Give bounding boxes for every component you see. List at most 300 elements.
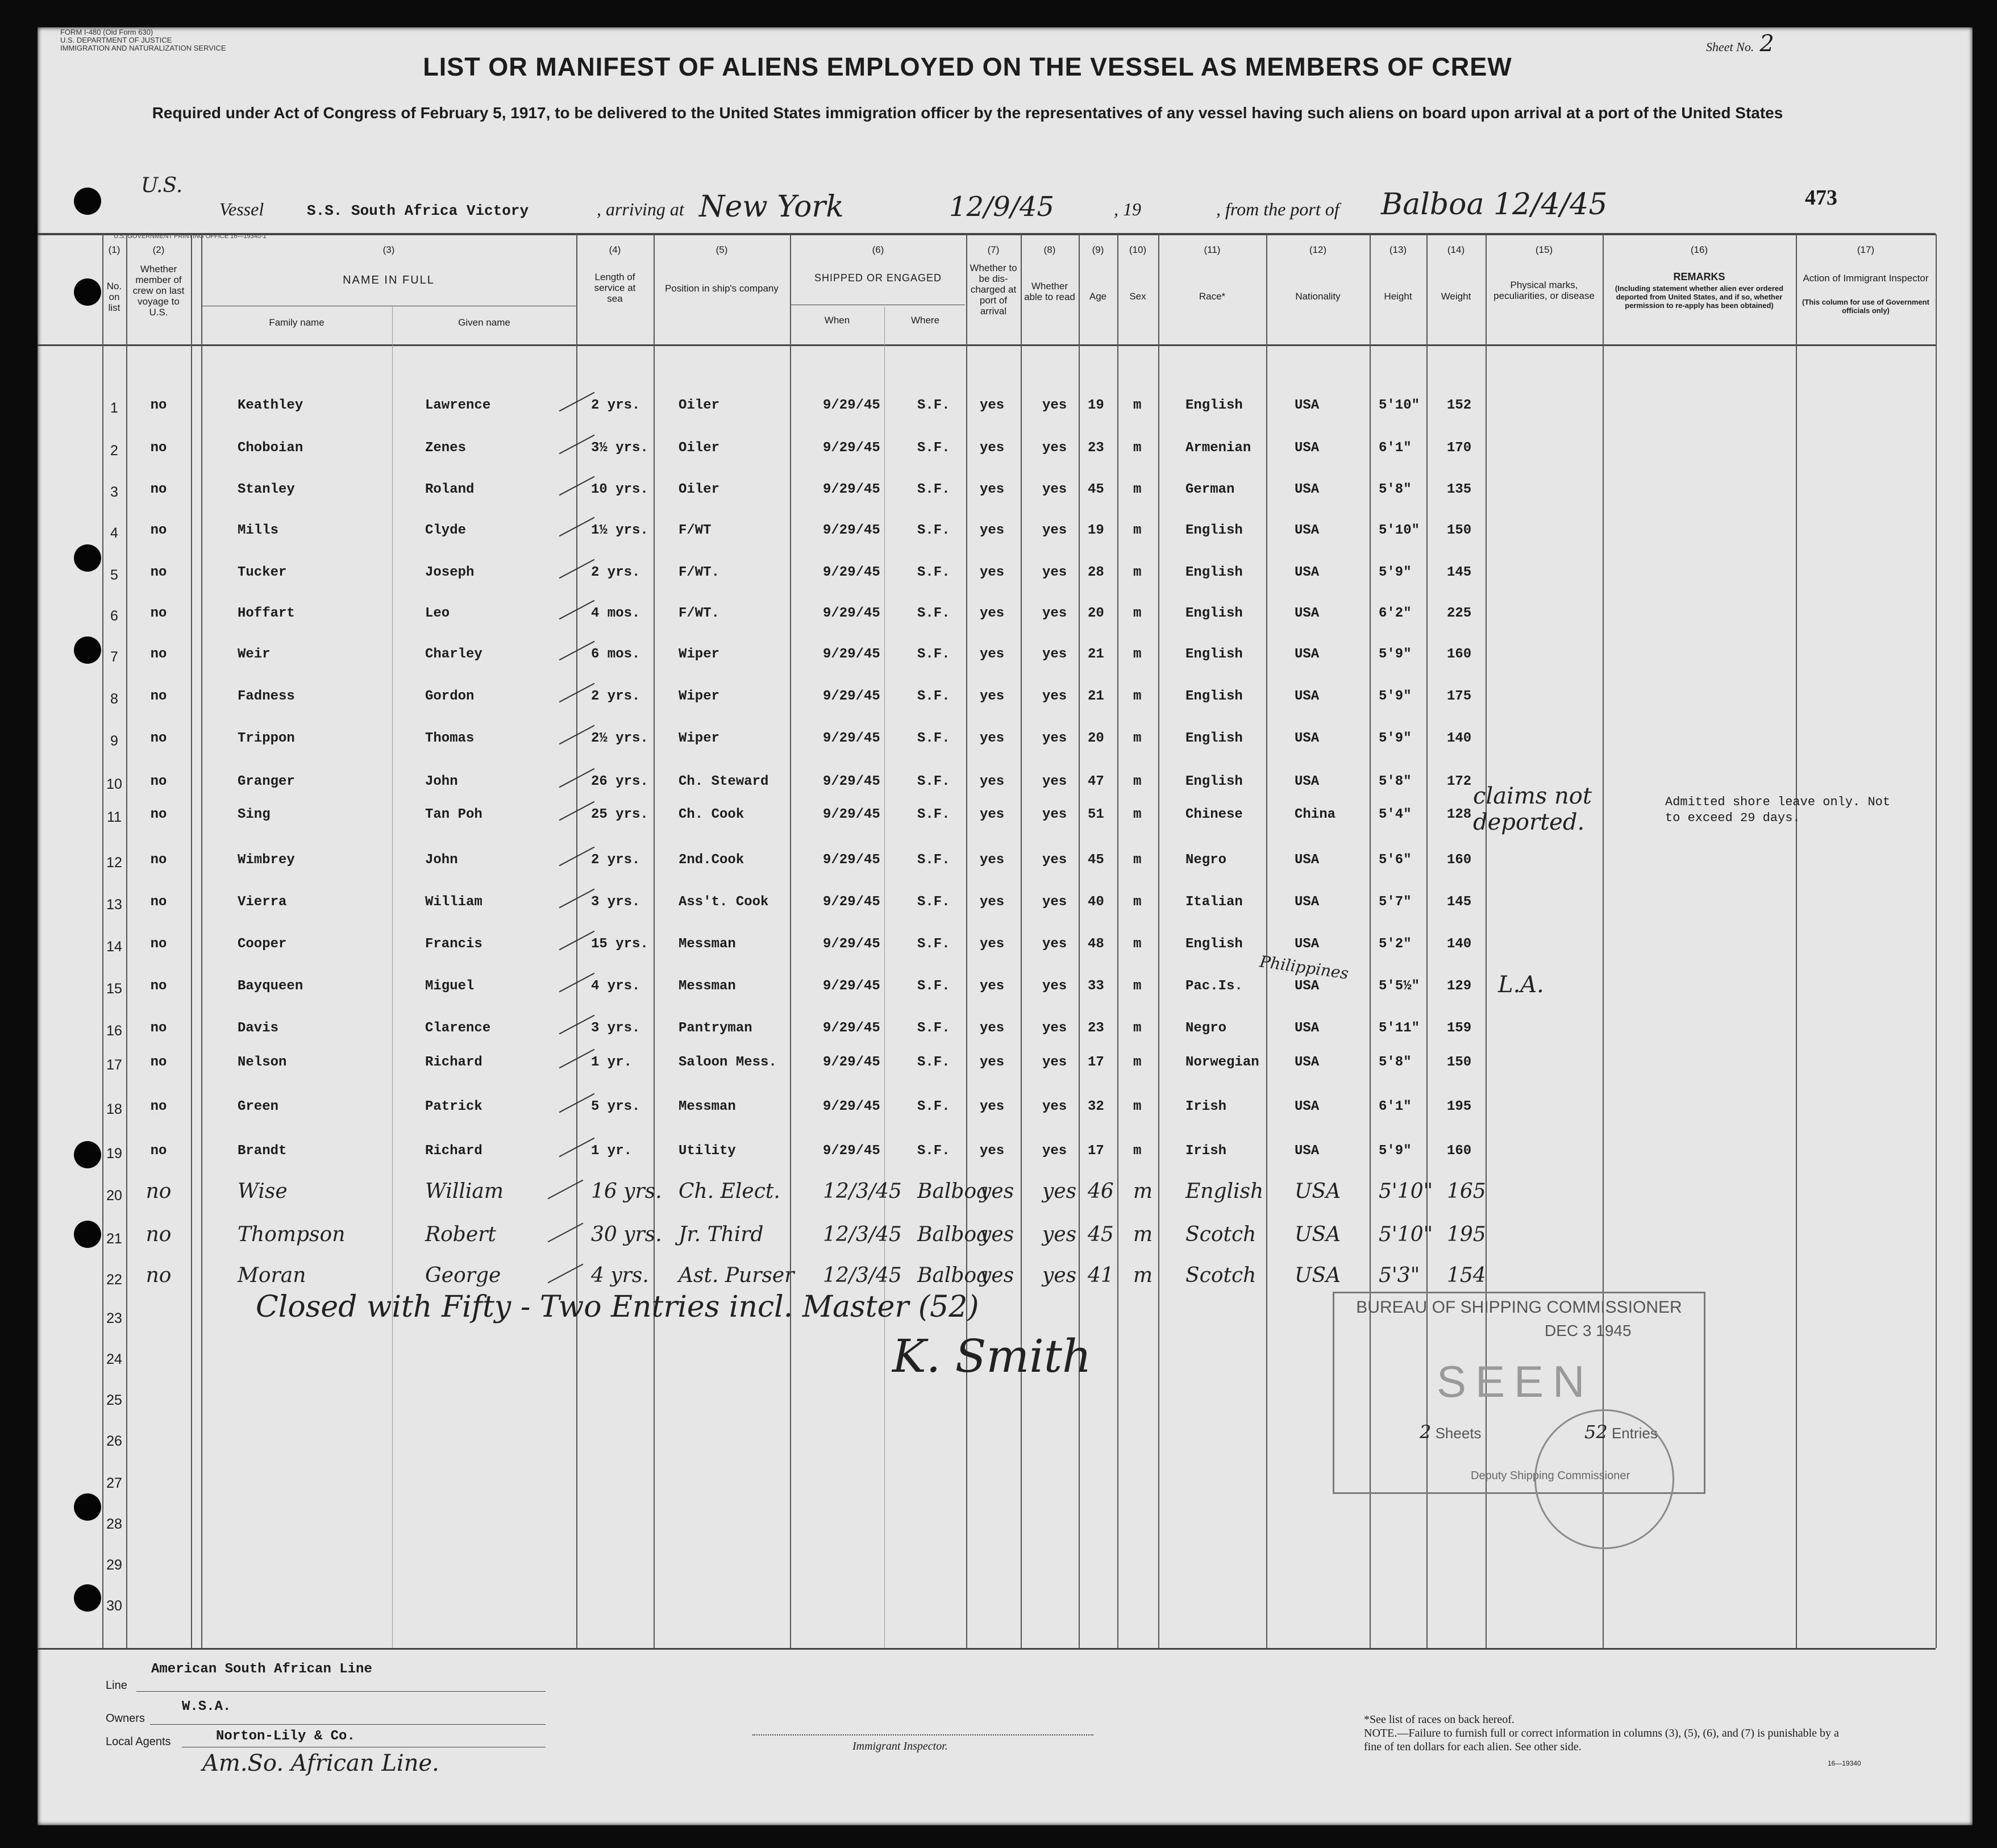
footer-line-label: Line — [106, 1679, 127, 1692]
cell-age: 51 — [1088, 807, 1104, 822]
cell-able-to-read: yes — [1042, 852, 1067, 868]
column-number: (10) — [1129, 244, 1147, 255]
cell-able-to-read: yes — [1042, 398, 1067, 413]
cell-to-be-discharged: yes — [980, 979, 1005, 994]
cell-sex: m — [1133, 606, 1142, 621]
header-age: Age — [1089, 291, 1107, 302]
cell-able-to-read: yes — [1042, 1180, 1077, 1203]
cell-family-name: Trippon — [238, 731, 295, 746]
cell-race: German — [1185, 482, 1235, 497]
cell-given-name: Charley — [425, 647, 482, 662]
grid-col-line — [191, 234, 192, 1648]
cell-position: Ch. Elect. — [679, 1180, 780, 1203]
column-number: (17) — [1857, 244, 1875, 255]
cell-age: 20 — [1088, 606, 1104, 621]
cell-age: 21 — [1088, 689, 1104, 704]
cell-length-of-service: 4 mos. — [591, 606, 640, 621]
cell-nationality: USA — [1295, 689, 1320, 704]
punch-hole — [74, 1584, 101, 1612]
grid-col-line — [1796, 234, 1797, 1648]
column-number: (7) — [987, 244, 1000, 255]
cell-age: 33 — [1088, 979, 1104, 994]
cell-to-be-discharged: yes — [980, 398, 1005, 413]
cell-shipped-where: Balboa — [917, 1264, 989, 1287]
races-note: *See list of races on back hereof. — [1364, 1713, 1515, 1726]
stamp-date: DEC 3 1945 — [1545, 1322, 1632, 1339]
grid-col-line — [1936, 234, 1937, 1648]
cell-length-of-service: 4 yrs. — [591, 1264, 649, 1287]
cell-shipped-when: 12/3/45 — [823, 1264, 902, 1287]
grid-col-line — [1266, 234, 1267, 1648]
cell-shipped-where: S.F. — [917, 565, 950, 580]
cell-sex: m — [1133, 807, 1142, 822]
stamp-sheets-label: Sheets — [1435, 1425, 1482, 1442]
signature: K. Smith — [892, 1330, 1092, 1383]
cell-given-name: George — [425, 1264, 501, 1287]
cell-weight: 140 — [1447, 731, 1472, 746]
row-number: 4 — [110, 525, 118, 541]
printer-line: U.S. GOVERNMENT PRINTING OFFICE 16—19340-1 — [114, 233, 267, 240]
cell-weight: 172 — [1447, 774, 1472, 789]
cell-given-name: Patrick — [425, 1099, 482, 1114]
cell-family-name: Brandt — [238, 1143, 287, 1159]
cell-sex: m — [1133, 1180, 1153, 1203]
year-label: , 19 — [1114, 199, 1141, 219]
cell-position: Ch. Cook — [679, 807, 744, 822]
cell-length-of-service: 2 yrs. — [591, 565, 640, 580]
cell-given-name: Clyde — [425, 523, 467, 538]
cell-shipped-when: 9/29/45 — [823, 894, 880, 910]
cell-member-last-voyage: no — [150, 774, 167, 789]
cell-position: Ass't. Cook — [679, 894, 769, 910]
header-physical-marks: Physical marks, peculiarities, or disease — [1493, 280, 1595, 301]
cell-nationality: USA — [1295, 482, 1320, 497]
column-number: (13) — [1389, 244, 1407, 255]
page-title: LIST OR MANIFEST OF ALIENS EMPLOYED ON THE VESSEL AS MEMBERS OF CREW — [423, 52, 1512, 81]
cell-race: English — [1185, 606, 1243, 621]
cell-nationality: USA — [1295, 774, 1320, 789]
cell-position: F/WT. — [679, 565, 720, 580]
grid-col-line — [1079, 234, 1080, 1648]
cell-age: 23 — [1088, 440, 1104, 456]
cell-to-be-discharged: yes — [980, 482, 1005, 497]
form-id-line: FORM I-480 (Old Form 630) — [60, 28, 153, 36]
cell-nationality: USA — [1295, 523, 1320, 538]
cell-sex: m — [1133, 689, 1142, 704]
header-height: Height — [1384, 291, 1412, 302]
cell-family-name: Stanley — [238, 482, 295, 497]
cell-age: 17 — [1088, 1055, 1104, 1070]
header-discharged: Whether to be dis-charged at port of arrival — [970, 263, 1017, 317]
footer-rule — [136, 1691, 546, 1692]
cell-sex: m — [1133, 440, 1142, 456]
cell-race: Irish — [1185, 1143, 1227, 1159]
cell-able-to-read: yes — [1042, 774, 1067, 789]
cell-member-last-voyage: no — [150, 894, 167, 910]
cell-given-name: Richard — [425, 1143, 482, 1159]
cell-position: Oiler — [679, 398, 720, 413]
column-number: (1) — [108, 244, 120, 255]
cell-sex: m — [1133, 731, 1142, 746]
cell-length-of-service: 30 yrs. — [591, 1223, 662, 1246]
cell-shipped-when: 12/3/45 — [823, 1223, 902, 1246]
cell-weight: 152 — [1447, 398, 1472, 413]
cell-sex: m — [1133, 937, 1142, 952]
row-number: 28 — [106, 1516, 122, 1532]
cell-able-to-read: yes — [1042, 731, 1067, 746]
column-number: (12) — [1309, 244, 1327, 255]
from-port: Balboa 12/4/45 — [1381, 188, 1608, 222]
cell-length-of-service: 3½ yrs. — [591, 440, 648, 456]
cell-length-of-service: 25 yrs. — [591, 807, 648, 822]
cell-family-name: Bayqueen — [238, 979, 303, 994]
row-number: 17 — [106, 1057, 122, 1073]
cell-position: F/WT — [679, 523, 712, 538]
column-number: (8) — [1043, 244, 1056, 255]
cell-able-to-read: yes — [1042, 565, 1067, 580]
cell-nationality: USA — [1295, 979, 1320, 994]
cell-to-be-discharged: yes — [980, 894, 1005, 910]
cell-position: Ast. Purser — [679, 1264, 794, 1287]
cell-given-name: Clarence — [425, 1021, 491, 1036]
row-number: 7 — [110, 649, 118, 665]
cell-weight: 165 — [1447, 1180, 1486, 1203]
header-given-name: Given name — [458, 317, 510, 328]
cell-length-of-service: 2 yrs. — [591, 398, 640, 413]
cell-position: Pantryman — [679, 1021, 752, 1036]
cell-to-be-discharged: yes — [980, 1021, 1005, 1036]
cell-family-name: Moran — [238, 1264, 306, 1287]
cell-shipped-where: S.F. — [917, 1055, 950, 1070]
cell-sex: m — [1133, 852, 1142, 868]
row-number: 30 — [106, 1598, 122, 1614]
cell-given-name: Zenes — [425, 440, 467, 456]
cell-position: Messman — [679, 937, 736, 952]
cell-shipped-when: 9/29/45 — [823, 979, 880, 994]
cell-age: 23 — [1088, 1021, 1104, 1036]
cell-position: Saloon Mess. — [679, 1055, 777, 1070]
cell-weight: 225 — [1447, 606, 1472, 621]
cell-weight: 154 — [1447, 1264, 1486, 1287]
row-number: 23 — [106, 1310, 122, 1326]
cell-family-name: Fadness — [238, 689, 295, 704]
cell-length-of-service: 1½ yrs. — [591, 523, 648, 538]
header-race: Race* — [1199, 291, 1226, 302]
cell-to-be-discharged: yes — [980, 647, 1005, 662]
cell-nationality: USA — [1295, 1021, 1320, 1036]
cell-length-of-service: 1 yr. — [591, 1055, 633, 1070]
cell-position: 2nd.Cook — [679, 852, 744, 868]
header-remarks-sub: (Including statement whether alien ever ordered deported from United States, and if so, whether permission to re-apply has been obtained) — [1615, 284, 1784, 310]
cell-height: 5'9" — [1379, 689, 1412, 704]
cell-sex: m — [1133, 523, 1142, 538]
cell-sex: m — [1133, 1143, 1142, 1159]
header-able-read: Whether able to read — [1024, 281, 1075, 302]
cell-sex: m — [1133, 1021, 1142, 1036]
cell-given-name: Francis — [425, 937, 482, 952]
cell-sex: m — [1133, 482, 1142, 497]
cell-member-last-voyage: no — [150, 440, 167, 456]
cell-age: 19 — [1088, 523, 1104, 538]
closing-statement: Closed with Fifty - Two Entries incl. Master (52) — [256, 1290, 979, 1324]
grid-top-line — [38, 233, 1936, 235]
cell-shipped-when: 9/29/45 — [823, 1055, 880, 1070]
cell-given-name: Thomas — [425, 731, 475, 746]
row-number: 9 — [110, 733, 118, 749]
cell-length-of-service: 5 yrs. — [591, 1099, 640, 1114]
cell-race: English — [1185, 398, 1243, 413]
cell-member-last-voyage: no — [150, 398, 167, 413]
cell-shipped-where: S.F. — [917, 440, 950, 456]
column-number: (4) — [609, 244, 621, 255]
cell-height: 5'9" — [1379, 565, 1412, 580]
cell-length-of-service: 15 yrs. — [591, 937, 648, 952]
cell-length-of-service: 3 yrs. — [591, 894, 640, 910]
cell-height: 5'9" — [1379, 1143, 1412, 1159]
cell-position: Messman — [679, 1099, 736, 1114]
cell-nationality: USA — [1295, 937, 1320, 952]
form-id-line: U.S. DEPARTMENT OF JUSTICE — [60, 36, 172, 44]
header-member-last-voyage: Whether member of crew on last voyage to U.S. — [132, 264, 185, 318]
cell-weight: 135 — [1447, 482, 1472, 497]
remark-la: L.A. — [1498, 972, 1544, 998]
cell-age: 20 — [1088, 731, 1104, 746]
cell-age: 45 — [1088, 1223, 1114, 1246]
cell-nationality: USA — [1295, 606, 1320, 621]
header-weight: Weight — [1441, 291, 1471, 302]
cell-able-to-read: yes — [1042, 1143, 1067, 1159]
cell-member-last-voyage: no — [150, 807, 167, 822]
column-number: (15) — [1535, 244, 1553, 255]
cell-height: 5'11" — [1379, 1021, 1420, 1036]
form-id-line: IMMIGRATION AND NATURALIZATION SERVICE — [60, 44, 226, 52]
cell-weight: 129 — [1447, 979, 1472, 994]
cell-member-last-voyage: no — [150, 979, 167, 994]
cell-length-of-service: 1 yr. — [591, 1143, 633, 1159]
column-number: (9) — [1092, 244, 1104, 255]
cell-member-last-voyage: no — [150, 606, 167, 621]
cell-shipped-when: 9/29/45 — [823, 647, 880, 662]
cell-race: Irish — [1185, 1099, 1227, 1114]
cell-able-to-read: yes — [1042, 523, 1067, 538]
footer-owners-label: Owners — [106, 1712, 145, 1725]
cell-nationality: USA — [1295, 440, 1320, 456]
cell-length-of-service: 26 yrs. — [591, 774, 648, 789]
nationality-correction-philippines: Philippines — [1258, 952, 1350, 983]
cell-able-to-read: yes — [1042, 440, 1067, 456]
cell-race: Italian — [1185, 894, 1243, 910]
cell-weight: 159 — [1447, 1021, 1472, 1036]
cell-shipped-where: Balboa — [917, 1180, 989, 1203]
grid-col-line — [1158, 234, 1159, 1648]
sheet-number-value: 2 — [1759, 31, 1774, 57]
cell-height: 5'4" — [1379, 807, 1412, 822]
cell-height: 5'9" — [1379, 647, 1412, 662]
header-action: Action of Immigrant Inspector — [1803, 273, 1929, 284]
header-sex: Sex — [1129, 291, 1146, 302]
cell-race: English — [1185, 1180, 1264, 1203]
cell-family-name: Granger — [238, 774, 295, 789]
row-number: 27 — [106, 1475, 122, 1491]
cell-able-to-read: yes — [1042, 647, 1067, 662]
cell-position: Oiler — [679, 440, 720, 456]
arrival-date: 12/9/45 — [949, 191, 1055, 223]
sheet-number-label: Sheet No. — [1706, 40, 1754, 54]
cell-height: 5'8" — [1379, 482, 1412, 497]
cell-family-name: Wise — [238, 1180, 288, 1203]
cell-weight: 128 — [1447, 807, 1472, 822]
cell-race: English — [1185, 689, 1243, 704]
column-number: (2) — [152, 244, 165, 255]
cell-position: F/WT. — [679, 606, 720, 621]
cell-race: English — [1185, 774, 1243, 789]
cell-shipped-when: 9/29/45 — [823, 398, 880, 413]
cell-race: Chinese — [1185, 807, 1243, 822]
cell-height: 5'2" — [1379, 937, 1412, 952]
punch-hole — [74, 544, 101, 572]
cell-nationality: USA — [1295, 894, 1320, 910]
cell-to-be-discharged: yes — [980, 774, 1005, 789]
punch-hole — [74, 1221, 101, 1248]
cell-race: English — [1185, 731, 1243, 746]
cell-age: 41 — [1088, 1264, 1114, 1287]
list-number: 473 — [1805, 186, 1837, 210]
cell-length-of-service: 2½ yrs. — [591, 731, 648, 746]
header-remarks: REMARKS — [1673, 271, 1725, 282]
from-port-label: , from the port of — [1216, 199, 1339, 219]
cell-age: 17 — [1088, 1143, 1104, 1159]
row-number: 1 — [110, 400, 118, 416]
header-position: Position in ship's company — [665, 283, 779, 294]
cell-sex: m — [1133, 398, 1142, 413]
cell-height: 5'8" — [1379, 1055, 1412, 1070]
cell-height: 5'6" — [1379, 852, 1412, 868]
cell-nationality: USA — [1295, 731, 1320, 746]
cell-able-to-read: yes — [1042, 1223, 1077, 1246]
page-subtitle: Required under Act of Congress of February 5, 1917, to be delivered to the United States immigration officer by the representatives of any vessel having such aliens on board upon arrival at a port of the United States — [152, 104, 1783, 122]
cell-to-be-discharged: yes — [980, 689, 1005, 704]
stamp-title: BUREAU OF SHIPPING COMMISSIONER — [1356, 1298, 1682, 1317]
cell-weight: 160 — [1447, 647, 1472, 662]
cell-height: 5'5½" — [1379, 979, 1420, 994]
cell-race: English — [1185, 523, 1243, 538]
cell-shipped-when: 9/29/45 — [823, 523, 880, 538]
cell-weight: 195 — [1447, 1099, 1472, 1114]
cell-shipped-where: S.F. — [917, 731, 950, 746]
cell-shipped-where: S.F. — [917, 894, 950, 910]
cell-age: 48 — [1088, 937, 1104, 952]
cell-member-last-voyage: no — [150, 523, 167, 538]
cell-given-name: John — [425, 774, 458, 789]
header-name-in-full: NAME IN FULL — [343, 274, 435, 286]
cell-weight: 160 — [1447, 852, 1472, 868]
cell-nationality: USA — [1295, 852, 1320, 868]
cell-height: 5'9" — [1379, 731, 1412, 746]
cell-to-be-discharged: yes — [980, 731, 1005, 746]
row-number: 3 — [110, 484, 118, 500]
column-number: (3) — [382, 244, 395, 255]
cell-height: 6'1" — [1379, 440, 1412, 456]
cell-family-name: Cooper — [238, 937, 287, 952]
cell-able-to-read: yes — [1042, 1021, 1067, 1036]
cell-race: English — [1185, 647, 1243, 662]
vessel-name: S.S. South Africa Victory — [307, 202, 529, 219]
remark-admitted-shore-leave: Admitted shore leave only. Not to exceed 29 days. — [1665, 795, 1891, 825]
cell-shipped-when: 9/29/45 — [823, 807, 880, 822]
row-number: 15 — [106, 981, 122, 997]
stamp-seen: SEEN — [1437, 1356, 1594, 1406]
cell-age: 32 — [1088, 1099, 1104, 1114]
cell-nationality: USA — [1295, 1055, 1320, 1070]
row-number: 12 — [106, 855, 122, 871]
row-number: 2 — [110, 443, 118, 459]
arriving-label: , arriving at — [597, 199, 684, 219]
cell-height: 6'2" — [1379, 606, 1412, 621]
form-code: 16—19340 — [1828, 1759, 1861, 1767]
cell-race: Scotch — [1185, 1264, 1257, 1287]
cell-sex: m — [1133, 774, 1142, 789]
cell-to-be-discharged: yes — [980, 1223, 1014, 1246]
cell-age: 28 — [1088, 565, 1104, 580]
grid-col-line — [201, 234, 202, 1648]
cell-sex: m — [1133, 647, 1142, 662]
cell-family-name: Green — [238, 1099, 279, 1114]
cell-shipped-when: 9/29/45 — [823, 852, 880, 868]
header-when: When — [824, 315, 850, 326]
cell-member-last-voyage: no — [145, 1264, 172, 1287]
cell-race: Pac.Is. — [1185, 979, 1243, 994]
cell-race: Armenian — [1185, 440, 1251, 456]
row-number: 8 — [110, 691, 118, 707]
cell-given-name: Leo — [425, 606, 450, 621]
cell-able-to-read: yes — [1042, 807, 1067, 822]
cell-given-name: Miguel — [425, 979, 475, 994]
grid-col-line — [1021, 234, 1022, 1648]
stamp-deputy-title: Deputy Shipping Commissioner — [1471, 1470, 1630, 1482]
cell-weight: 145 — [1447, 565, 1472, 580]
cell-to-be-discharged: yes — [980, 1143, 1005, 1159]
cell-length-of-service: 2 yrs. — [591, 852, 640, 868]
cell-given-name: Lawrence — [425, 398, 491, 413]
cell-shipped-where: Balboa — [917, 1223, 989, 1246]
header-no-on-list: No. on list — [106, 281, 122, 313]
cell-shipped-where: S.F. — [917, 852, 950, 868]
cell-given-name: Gordon — [425, 689, 475, 704]
cell-sex: m — [1133, 565, 1142, 580]
cell-shipped-when: 12/3/45 — [823, 1180, 902, 1203]
cell-member-last-voyage: no — [145, 1180, 172, 1203]
cell-race: English — [1185, 565, 1243, 580]
cell-able-to-read: yes — [1042, 979, 1067, 994]
cell-given-name: William — [425, 1180, 504, 1203]
column-number: (5) — [715, 244, 728, 255]
cell-to-be-discharged: yes — [980, 807, 1005, 822]
cell-shipped-where: S.F. — [917, 937, 950, 952]
grid-col-line — [654, 234, 655, 1648]
punch-hole — [74, 636, 101, 664]
cell-race: Negro — [1185, 1021, 1227, 1036]
row-number: 24 — [106, 1351, 122, 1367]
cell-to-be-discharged: yes — [980, 1055, 1005, 1070]
punch-hole — [74, 188, 101, 215]
cell-able-to-read: yes — [1042, 689, 1067, 704]
footer-agents-value: Norton-Lily & Co. — [216, 1729, 355, 1744]
cell-able-to-read: yes — [1042, 1264, 1077, 1287]
cell-age: 47 — [1088, 774, 1104, 789]
cell-family-name: Thompson — [238, 1223, 346, 1246]
cell-able-to-read: yes — [1042, 894, 1067, 910]
cell-shipped-where: S.F. — [917, 606, 950, 621]
